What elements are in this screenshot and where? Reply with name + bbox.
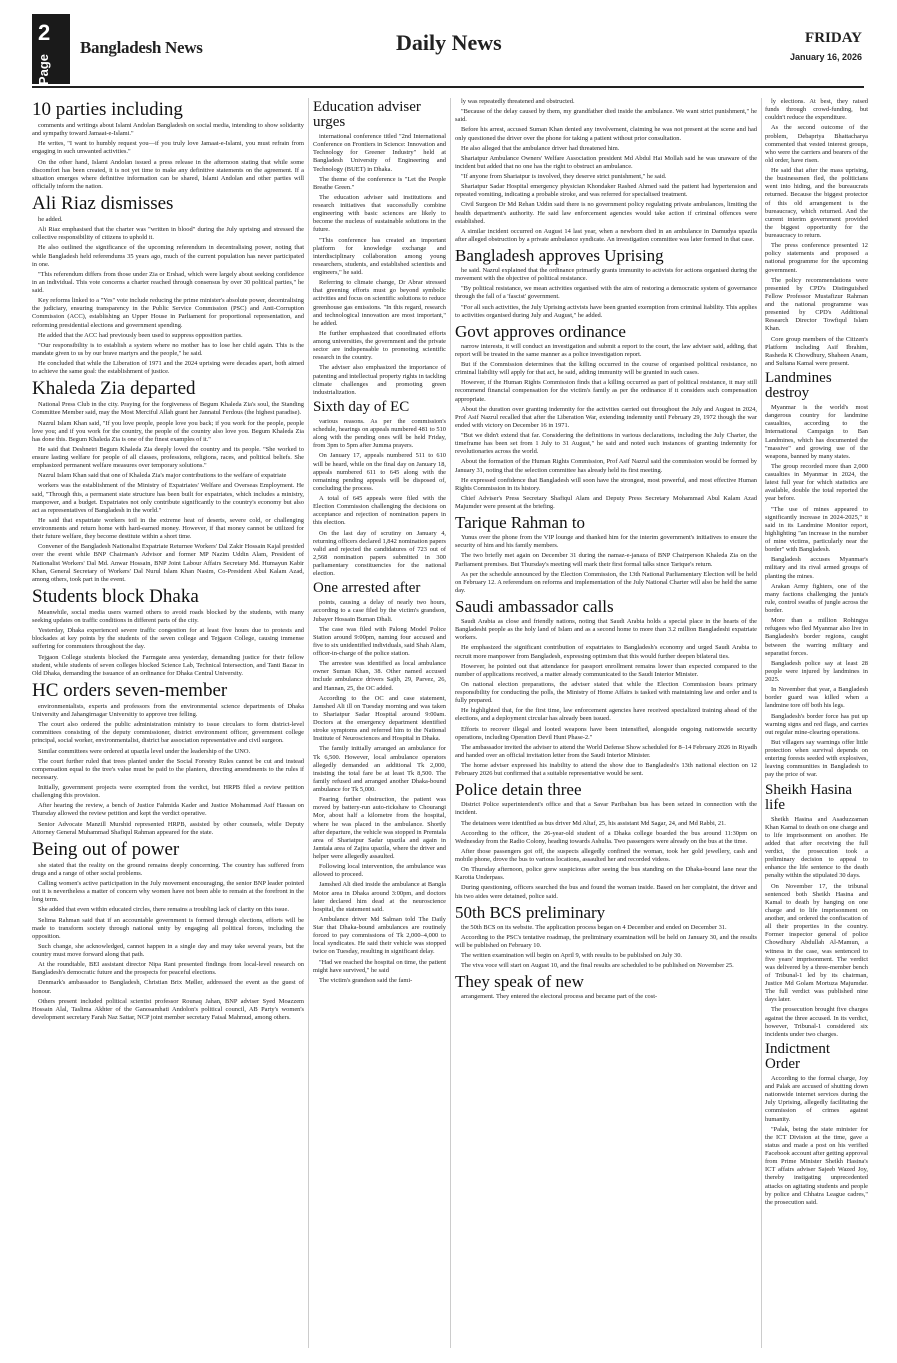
article-paragraph: Others present included political scientist professor Rounaq Jahan, BNP adviser Syed Moazzem Hossain Alal, Taslima Akhter of the Ganosamhati Andolon's political council, AB Party's women's development secretary Farah Naz Sattar, NCP joint member secretary Faisal Mahmud, among others.: [32, 997, 304, 1021]
article-paragraph: The detainees were identified as bus driver Md Altaf, 25, his assistant Md Sagar, 24, and Md Rabbi, 21.: [461, 819, 726, 827]
article-paragraph: "By political resistance, we mean activities organised with the aim of restoring a democratic system of governance through the fall of a 'fascist' government.: [455, 285, 757, 301]
article-paragraph: Key reforms linked to a "Yes" vote include reducing the prime minister's absolute power, decentralising the judiciary, ensuring transparency in the Public Service Commission (PSC) and Anti-Corruption Commission (ACC), establishing an Upper House in Parliament for proportional representation, and reforming presidential elections and government spending.: [32, 297, 304, 329]
article-paragraph: The two briefly met again on December 31 during the namaz-e-janaza of BNP Chairperson Khaleda Zia on the Parliament premises. But Thursday's meeting will mark their first formal talks since Tarique's return.: [455, 552, 757, 568]
article-paragraph: But if the Commission determines that the killing occurred in the course of organised political resistance, no criminal liability will apply for that act, he said, adding immunity will be granted in such cases.: [455, 361, 757, 377]
article: [32, 379, 304, 584]
article-paragraph: The ambassador invited the adviser to attend the World Defense Show scheduled for 8–14 February 2026 in Riyadh and handed over an official invitation letter from the Saudi Interior Minister.: [455, 743, 757, 759]
article-paragraph: The group recorded more than 2,000 casualties in Myanmar in 2024, the latest full year for which statistics are available, double the total reported the year before.: [765, 462, 868, 503]
article-headline: Students block Dhaka: [32, 585, 199, 607]
article-paragraph: Ali Riaz emphasised that the charter was "written in blood" during the July uprising and stressed the collective responsibility of citizens to uphold it.: [32, 226, 304, 242]
article-paragraph: The written examination will begin on April 9, with results to be published on July 30.: [461, 952, 682, 959]
article-paragraph: Efforts to recover illegal and looted weapons have been intensified, alongside ongoing nationwide security operations, including Operation Devil Hunt Phase-2.": [455, 725, 757, 741]
article-paragraph: "Our responsibility is to establish a system where no mother has to lose her child again. This is the mandate given to us by our brave martyrs and the people," he said.: [32, 341, 304, 357]
article-paragraph: In November that year, a Bangladesh border guard was killed when a landmine tore off both his legs.: [765, 686, 868, 710]
article-paragraph: Bangladesh accuses Myanmar's military and its rival armed groups of planting the mines.: [765, 556, 868, 580]
article-paragraph: Nazrul Islam Khan said, "If you love people, people love you back; if you work for the people, people love you; and if you work for the country, the people of the country also love you. Begum Khaleda Zia has done this. Begum Khaleda Zia is one of the finest examples of it.": [32, 419, 304, 443]
article-paragraph: The home adviser expressed his inability to attend the show due to Bangladesh's 13th national election on 12 February 2026 but confirmed that a suitable representative would be sent.: [455, 762, 757, 778]
article: [313, 581, 446, 985]
page-tab: [32, 14, 70, 84]
column-4: [765, 98, 868, 1348]
article-paragraph: Bangladesh's border force has put up warning signs and red flags, and carries out regular mine-clearing operations.: [765, 712, 868, 736]
article-headline: Ali Riaz dismisses: [32, 193, 174, 214]
article-paragraph: "The use of mines appeared to significantly increase in 2024-2025," it said in its Landmine Monitor report, highlighting "an increase in the number of mine victims, particularly near the border" with Bangladesh.: [765, 505, 868, 554]
article-paragraph: According to the formal charge, Joy and Palak are accused of shutting down nationwide internet services during the July Uprising, allegedly facilitating the commission of crimes against humanity.: [765, 1074, 868, 1123]
article-paragraph: Selima Rahman said that if an accountable government is formed through elections, efforts will be made to transform society through national unity by engaging all political forces, including the opposition.: [32, 916, 304, 940]
article-paragraph: The adviser also emphasized the importance of patenting and intellectual property rights in tackling climate challenges and promoting green industrialization.: [313, 364, 446, 396]
article-paragraph: The theme of the conference is "Let the People Breathe Green.": [313, 175, 446, 191]
article-headline: Police detain three: [455, 780, 582, 800]
article: [313, 400, 446, 578]
article-paragraph: The education adviser said institutions and research initiatives that successfully combine engineering with basic sciences are likely to become the nucleus of sustainable solutions in the future.: [313, 193, 446, 234]
article-headline: One arrested after: [313, 580, 421, 597]
section-title: Daily News: [396, 30, 502, 55]
article: [765, 1042, 868, 1207]
article-paragraph: The case was filed with Palong Model Police Station around 9:00pm, naming four accused and five to six unidentified individuals, said Shah Alam, officer-in-charge of the police station.: [313, 625, 446, 657]
article-paragraph: Arakan Army fighters, one of the many factions challenging the junta's rule, control swaths of jungle across the border.: [765, 582, 868, 614]
article-paragraph: Civil Surgeon Dr Md Rehan Uddin said there is no government policy regulating private ambulances, limiting the health department's authority. He said law enforcement agencies would take action if criminal offences were established.: [455, 201, 757, 225]
article-paragraph: she stated that the reality on the ground remains deeply concerning. The country has suffered from drugs and a range of other social problems.: [32, 861, 304, 877]
article-paragraph: arrangement. They entered the electoral process and became part of the cost-: [461, 993, 658, 1001]
article-paragraph: "Because of the delay caused by them, my grandfather died inside the ambulance. We want strict punishment," he said.: [455, 108, 757, 124]
article-paragraph: According to the PSC's tentative roadmap, the preliminary examination will be held on January 30, and the results will be published on February 10.: [455, 933, 757, 949]
article-paragraph: He said that after the mass uprising, the businessmen fled, the politicians went into hiding, and the bureaucrats returned. Because the biggest protector of this old arrangement is the bureaucracy, which returned. And the current interim government provided the biggest opportunity for the bureaucracy to return.: [765, 167, 868, 239]
article-paragraph: A total of 645 appeals were filed with the Election Commission challenging the decisions on acceptance and rejection of nomination papers in this election.: [313, 495, 446, 527]
article-paragraph: As per the schedule announced by the Election Commission, the 13th National Parliamentary Election will be held on February 12. A referendum on reforms and implementation of the July National Charter will also be held the same day.: [455, 570, 757, 594]
article-paragraph: He said that Deshnetri Begum Khaleda Zia deeply loved the country and its people. "She worked to ensure lasting welfare for people of all classes, professions, religions, races, and political beliefs. She emphasized permanent welfare measures over temporary solutions.": [32, 445, 304, 470]
article-paragraph: The arrestee was identified as local ambulance owner Suman Khan, 38. Other named accused include ambulance drivers Sajib, 29, Parvez, 26, and Hannan, 25, the OC added.: [313, 660, 446, 692]
article-paragraph: Convener of the Bangladesh Nationalist Expatriate Returnee Workers' Dal Zakir Hossain Kajal presided over the event while BNP Chairman's Advisor and former MP Nazim Uddin Alam, President of Nationalist Workers' Dal Md. Anwar Hossain, BNP Joint Labour Affairs Secretary Md. Humayun Kabir Khan, General Secretary of Workers' Dal Nurul Islam Khan Nasim, Co-President Abul Kalam Azad, among others, took part in the event.: [32, 543, 304, 583]
article-paragraph: He highlighted that, for the first time, law enforcement agencies have received specialized training ahead of the elections, and a deployment circular has already been issued.: [455, 707, 757, 723]
article-paragraph: The court also ordered the public administration ministry to issue circulars to form district-level committees consisting of the deputy commissioner, district environment officer, government college principal, social worker, environmentalist, district bar association representative and civil surgeon.: [32, 721, 304, 745]
column-3: [455, 98, 757, 1348]
article-paragraph: Shariatpur Sadar Hospital emergency physician Khondaker Rashed Ahmed said the patient had hypertension and repeated vomiting, indicating a probable stroke, and was referred for specialised treatment.: [455, 183, 757, 199]
article-paragraph: Yesterday, Dhaka experienced severe traffic congestion for at least five hours due to protests and blockades at key points by the students of the seven college and Tejgaon College, causing immense suffering for commuters throughout the day.: [32, 627, 304, 651]
article: [455, 247, 757, 320]
article-paragraph: various reasons. As per the commission's schedule, hearings on appeals numbered 481 to 510 along with the pending ones will be held Friday, from 3pm to 5pm after Jumma prayers.: [313, 417, 446, 450]
article: [455, 904, 757, 971]
article-headline: Tarique Rahman to: [455, 513, 586, 533]
column-divider: [761, 98, 762, 1348]
article-paragraph: The policy recommendations were presented by CPD's Distinguished Fellow Professor Mustafizur Rahman and the national programme was presented by CPD's Additional Research Director Towfiqul Islam Khan.: [765, 276, 868, 333]
article-paragraph: Core group members of the Citizen's Platform including Asif Ibrahim, Rasheda K Chowdhury, Shaheen Anam, and Sultana Kamal were present.: [765, 335, 868, 367]
article-paragraph: Jamshed Ali died inside the ambulance at Bangla Motor area in Dhaka around 3:00pm, and doctors later declared him dead at the neuroscience hospital, the statement said.: [313, 881, 446, 913]
article-paragraph: He writes, "I want to humbly request you—if you truly love Jamaat-e-Islami, you must refrain from engaging in such unwanted activities.": [32, 140, 304, 156]
article-paragraph: Bangladesh police say at least 28 people were injured by landmines in 2025.: [765, 659, 868, 683]
article-paragraph: international conference titled "2nd International Conference on Frontiers in Science: Innovation and Technology for Greener Industry" held at Bangladesh University of Engineering and Technology (BUET) in Dhaka.: [313, 133, 446, 173]
article-paragraph: Yunus over the phone from the VIP lounge and thanked him for the interim government's initiatives to ensure the security of him and his family members.: [455, 534, 757, 550]
article-paragraph: Such change, she acknowledged, cannot happen in a single day and may take several years, but the country must move forward along that path.: [32, 942, 304, 958]
article-paragraph: The prosecution brought five charges against the three accused. In its verdict, however, Tribunal-1 considered six incidents under two charges.: [765, 1006, 868, 1038]
article-paragraph: On January 17, appeals numbered 511 to 610 will be heard, while on the final day on January 18, appeals numbered 611 to 645 along with the remaining pending appeals will be disposed of, concluding the process.: [313, 452, 446, 492]
page-label: Page: [36, 54, 51, 86]
article-paragraph: He expressed confidence that Bangladesh will soon have the strongest, most powerful, and most effective Human Rights Commission in its history.: [455, 476, 757, 492]
article-paragraph: Referring to climate change, Dr Abrar stressed that greening efforts must go beyond symbolic activities and focus on scientific solutions to reduce greenhouse gas emissions. "In this regard, research and technological innovation are most important," he added.: [313, 279, 446, 327]
article-headline: Sheikh Hasina life: [765, 781, 853, 813]
article-paragraph: comments and writings about Islami Andolan Bangladesh on social media, intending to show solidarity and sympathy toward Jamaat-e-Islami.": [32, 122, 304, 138]
article-paragraph: Denmark's ambassador to Bangladesh, Christian Brix Møller, addressed the event as the guest of honour.: [32, 979, 304, 995]
article-paragraph: He said that expatriate workers toil in the extreme heat of deserts, severe cold, or challenging environments and return home with hard-earned money. However, if that money cannot be utilized for their future welfare, they become destitute within a short time.: [32, 516, 304, 541]
article-paragraph: "If anyone from Shariatpur is involved, they deserve strict punishment," he said.: [461, 173, 667, 180]
article-paragraph: workers was the establishment of the Ministry of Expatriates' Welfare and Overseas Employment. He said, "Through this, a permanent state structure has been built for expatriates, which includes a ministry, manpower, and a budget. Expatriates not only contribute significantly to the country's economy but also act as representatives of Bangladesh in the world.": [32, 482, 304, 514]
article-paragraph: narrow interests, it will conduct an investigation and submit a report to the court, the law adviser said, adding, that report will be treated in the same manner as a police investigation report.: [455, 342, 757, 358]
article-paragraph: ly elections. At best, they raised funds through crowd-funding, but couldn't reduce the expenditure.: [765, 98, 868, 122]
article-paragraph: Initially, government projects were exempted from the verdict, but HRPB filed a review petition challenging this provision.: [32, 784, 304, 800]
article-headline: Sixth day of EC: [313, 398, 410, 415]
article-headline: Landmines destroy: [765, 370, 832, 401]
article: [765, 783, 868, 1039]
article-paragraph: As the second outcome of the problem, Debapriya Bhattacharya commented that vested interest groups, who were the carriers and bearers of the old order, have risen.: [765, 124, 868, 164]
page-number: 2: [38, 20, 51, 45]
article-paragraph: National Press Club in the city. Praying for the forgiveness of Begum Khaleda Zia's soul, the Standing Committee Member said, may the Most Merciful Allah grant her Jannatul Ferdous (the highest paradise).: [32, 401, 304, 417]
article-headline: HC orders seven-member: [32, 679, 228, 701]
article: [32, 194, 304, 376]
article-paragraph: Similar committees were ordered at upazila level under the leadership of the UNO.: [38, 747, 251, 755]
article-paragraph: During questioning, officers searched the bus and found the woman inside. Based on her complaint, the driver and his two aides were detained, police said.: [455, 884, 757, 900]
article-headline: 10 parties including: [32, 99, 183, 120]
article-paragraph: "This conference has created an important platform for knowledge exchange and interdisciplinary collaboration among young researchers, students, and established scientists and engineers," he said.: [313, 236, 446, 276]
article-paragraph: According to the officer, the 26-year-old student of a Dhaka college boarded the bus around 11:30pm on Wednesday from the Radio Colony, heading towards Ashulia. Two passengers were already on the bus at the time.: [455, 829, 757, 845]
article-paragraph: Myanmar is the world's most dangerous country for landmine casualties, according to the International Campaign to Ban Landmines, which has documented the "massive" and growing use of the weapons, banned by many states.: [765, 404, 868, 460]
article-paragraph: On November 17, the tribunal sentenced both Sheikh Hasina and Kamal to death by hanging on one charge and to life imprisonment on another, and ordered the confiscation of all their properties in the country. Former inspector general of police Chowdhury Abdullah Al-Mamun, a witness in the case, was sentenced to five years' imprisonment. The verdict was delivered by a three-member bench of Tribunal-1 led by its chairman, Justice Md Golam Mortuza Majumdar. The full verdict was published nine days later.: [765, 882, 868, 1004]
article-headline: 50th BCS preliminary: [455, 902, 606, 922]
article-paragraph: Following local intervention, the ambulance was allowed to proceed.: [313, 863, 446, 879]
article-paragraph: Chief Adviser's Press Secretary Shafiqul Alam and Deputy Press Secretary Mohammad Abul Kalam Azad Majumder were present at the briefing.: [455, 494, 757, 510]
article-paragraph: However, if the Human Rights Commission finds that a killing occurred as part of political resistance, it may still recommend financial compensation for the victim's family as per the ordinance if it considers such compensation appropriate.: [455, 379, 757, 403]
article-paragraph: The court further ruled that trees planted under the Social Forestry Rules cannot be cut and instead compensation equal to the tree's value must be paid to the planters, directing amendments to the rules if necessary.: [32, 757, 304, 781]
masthead-rule: [32, 86, 864, 88]
article-headline: Khaleda Zia departed: [32, 378, 196, 400]
article-paragraph: Sheikh Hasina and Asaduzzaman Khan Kamal to death on one charge and to life imprisonment on another. He added that after receiving the full verdict, the prosecution took a preliminary decision to appeal to enhance the life sentence to the death penalty within the stipulated 30 days.: [765, 815, 868, 880]
article-paragraph: On the last day of scrutiny on January 4, returning officers declared 1,842 nomination papers valid and rejected the candidatures of 723 out of 2,568 nomination papers submitted in 300 parliamentary constituencies for the national election.: [313, 529, 446, 578]
article-paragraph: District Police superintendent's office and that a Savar Paribahan bus has been seized in connection with the incident.: [455, 801, 757, 817]
article: [32, 100, 304, 191]
article: [455, 973, 757, 1001]
article: [32, 587, 304, 678]
article-paragraph: A similar incident occurred on August 14 last year, when a newborn died in an ambulance in Damudya upazila after alleged obstruction by a private ambulance syndicate. An investigation committee was later formed in that case.: [455, 227, 757, 243]
article: [313, 100, 446, 397]
article-paragraph: According to the OC and case statement, Jamshed Ali ill on Tuesday morning and was taken to Shariatpur Sadar Hospital around 9:00am. Doctors at the emergency department identified stroke symptoms and referred him to the National Institute of Neurosciences and Hospital in Dhaka.: [313, 694, 446, 743]
article-paragraph: Tejgaon College students blocked the Farmgate area yesterday, demanding justice for their fellow student, while students of seven colleges blocked Science Lab, Technical Intersection, and Tanti Bazar in Old Dhaka, demanding the issuance of an ordinance for Dhaka Central University.: [32, 653, 304, 677]
article-paragraph: On national election preparations, the adviser stated that while the Election Commission bears primary responsibility for conducting the polls, the Ministry of Home Affairs is tasked with maintaining law and order and is fully prepared.: [455, 680, 757, 705]
article-paragraph: She added that even within educated circles, there remains a troubling lack of clarity on this issue.: [38, 906, 289, 914]
article-paragraph: the 50th BCS on its website. The application process began on 4 December and ended on December 31.: [461, 923, 727, 931]
article-headline: Indictment Order: [765, 1040, 830, 1072]
article-paragraph: Saudi Arabia as close and friendly nations, noting that Saudi Arabia holds a special place in the hearts of the Bangladeshi people as the holy land of Islam and as a second home to more than 3.2 million Bangladeshi expatriate workers.: [455, 618, 757, 642]
article-paragraph: The press conference presented 12 policy statements and proposed a national programme for the upcoming government.: [765, 242, 868, 274]
article-paragraph: The viva voce will start on August 10, and the final results are scheduled to be published on November 25.: [461, 962, 734, 970]
article-paragraph: points, causing a delay of nearly two hours, according to a case filed by the victim's grandson, Jubayer Hossain Buman Dhali.: [313, 599, 446, 623]
paper-name: Bangladesh News: [80, 38, 203, 57]
article-paragraph: After hearing the review, a bench of Justice Fahmida Kader and Justice Mohammad Asif Hassan on Thursday allowed the review petition and kept the verdict operative.: [32, 802, 304, 818]
article-paragraph: About the formation of the Human Rights Commission, Prof Asif Nazrul said the commission would be formed by January 31, noting that the selection committee has already held its first meeting.: [455, 458, 757, 474]
article-headline: Saudi ambassador calls: [455, 597, 614, 616]
article-paragraph: Meanwhile, social media users warned others to avoid roads blocked by the students, with many seeking updates on traffic conditions in different parts of the city.: [32, 608, 304, 624]
article-headline: Govt approves ordinance: [455, 321, 626, 341]
article-headline: Bangladesh approves Uprising: [455, 246, 664, 265]
article: [765, 98, 868, 368]
article-paragraph: He emphasized the significant contribution of expatriates to Bangladesh's economy and urged Saudi Arabia to recruit more manpower from Bangladesh, expressing optimism that this would further deepen bilateral ties.: [455, 644, 757, 660]
article: [32, 840, 304, 1022]
article: [455, 598, 757, 778]
article-headline: They speak of new: [455, 972, 584, 992]
column-divider: [308, 98, 309, 1348]
article-paragraph: More than a million Rohingya refugees who fled Myanmar also live in Bangladesh's border regions, caught between the warring military and separatist forces.: [765, 617, 868, 657]
article-paragraph: Nazrul Islam Khan said that one of Khaleda Zia's major contributions to the welfare of expatriate: [38, 472, 287, 480]
issue-date: January 16, 2026: [789, 52, 862, 62]
article-paragraph: Senior Advocate Manzill Murshid represented HRPB, assisted by other counsels, while Deputy Attorney General Muhammad Shafiqul Rahman appeared for the state.: [32, 820, 304, 836]
article-paragraph: "This referendum differs from those under Zia or Ershad, which were largely about seeking confidence in an individual. This vote concerns a charter reached through consensus by over 30 political parties," he said.: [32, 270, 304, 294]
article-paragraph: ly was repeatedly threatened and obstructed.: [461, 98, 575, 105]
article-paragraph: Fearing further obstruction, the patient was moved by battery-run auto-rickshaw to Chourangi Mor, about half a kilometre from the hospital, where he was placed in the ambulance. Shortly after departure, the vehicle was stopped in Premtala area of Shariatpur Sadar upazila and again in Jamtala area of Zajira upazila, where the driver and helper were allegedly assaulted.: [313, 796, 446, 860]
article: [32, 681, 304, 837]
article: [455, 781, 757, 900]
article-paragraph: Before his arrest, accused Suman Khan denied any involvement, claiming he was not present at the scene and had only questioned the driver over the phone for taking a patient without prior consultation.: [455, 126, 757, 142]
column-2: [313, 98, 446, 1348]
article-paragraph: Ambulance driver Md Salman told The Daily Star that Dhaka-bound ambulances are routinely forced to pay commissions of Tk 2,000–4,000 to local syndicates. He said their vehicle was stopped twice on Tuesday, resulting in significant delay.: [313, 915, 446, 956]
article-paragraph: However, he pointed out that attendance for passport enrollment remains lower than expected compared to the number of applications received, a matter already communicated to the Saudi Interior Minister.: [455, 662, 757, 678]
article-paragraph: He also outlined the significance of the upcoming referendum in decentralising power, noting that while Bangladesh held referendums 35 years ago, much of the current population has never participated in one.: [32, 244, 304, 268]
article-headline: Education adviser urges: [313, 99, 421, 130]
article-paragraph: he added.: [38, 216, 63, 223]
article: [455, 98, 757, 244]
masthead: [0, 0, 897, 90]
article-paragraph: Calling women's active participation in the July movement encouraging, the senior BNP leader pointed out it is nevertheless a matter of concern why women have not been able to remain at the forefront in the long term.: [32, 880, 304, 904]
article-paragraph: The family initially arranged an ambulance for Tk 6,500. However, local ambulance operators allegedly demanded an additional Tk 2,000, insisting the total fare be at least Tk 8,500. The family refused and arranged another Dhaka-bound ambulance for Tk 5,000.: [313, 745, 446, 793]
article-paragraph: But villagers say warnings offer little protection when survival depends on entering forests seeded with explosives, leaving communities in Bangladesh to pay the price of war.: [765, 738, 868, 779]
article-paragraph: About the duration over granting indemnity for the activities carried out throughout the July and August in 2024, Prof Asif Nazrul recalled that after the Liberation War, extending indemnity until February 29, 1972 though the war ended with victory on December 16 in 1971.: [455, 405, 757, 429]
article-paragraph: He further emphasized that coordinated efforts among universities, the government and the private sector are indispensable to promoting scientific research in the country.: [313, 329, 446, 362]
article-paragraph: "But we didn't extend that far. Considering the definitions in various declarations, including the July Charter, the timeframe has been set from 1 July to 31 August," he said and noted such instances of granting indemnity for revolutionaries across the world.: [455, 432, 757, 456]
article-paragraph: At the roundtable, BEI assistant director Nipa Rani presented findings from local-level research on Bangladesh's democratic future and the prospects for peaceful elections.: [32, 961, 304, 977]
article-paragraph: On the other hand, Islami Andolan issued a press release in the afternoon stating that while some discomfort has been created, it is not yet time to make any definitive statements on the agreement. If a situation emerges where definitive information can be shared, Islami Andolan and other parties will officially inform the nation.: [32, 158, 304, 190]
article-paragraph: he said. Nazrul explained that the ordinance primarily grants immunity to activists for actions organised during the movement with the objective of political resistance.: [455, 267, 757, 283]
article-paragraph: Shariatpur Ambulance Owners' Welfare Association president Md Abdul Hai Mollah said he was unaware of the incident but added that no one has the right to obstruct an ambulance.: [455, 154, 757, 170]
article-paragraph: He concluded that while the Liberation of 1971 and the 2024 uprising were decades apart, both aimed to achieve the same goal: the establishment of justice.: [32, 360, 304, 376]
column-1: [32, 98, 304, 1348]
column-divider: [450, 98, 451, 1348]
article-paragraph: "For all such activities, the July Uprising activists have been granted exemption from criminal liability. This applies to activities organised during July and August," he added.: [455, 303, 757, 319]
article: [455, 323, 757, 511]
article-paragraph: He also alleged that the ambulance driver had threatened him.: [461, 144, 620, 152]
article: [455, 514, 757, 595]
article-paragraph: environmentalists, experts and professors from the environmental science departments of Dhaka University and Jahangirnagar Universitiy to approve tree felling.: [32, 702, 304, 718]
article-paragraph: After those passengers got off, the suspects allegedly confined the woman, took her gold jewellery, cash and mobile phone, drove the bus to various locations, assaulted her and recorded videos.: [455, 847, 757, 863]
article-paragraph: The victim's grandson said the fami-: [319, 976, 413, 984]
issue-day: FRIDAY: [805, 30, 862, 46]
article-paragraph: He added that the ACC had previously been used to suppress opposition parties.: [38, 331, 243, 339]
article: [765, 371, 868, 780]
article-headline: Being out of power: [32, 838, 180, 860]
article-paragraph: "Had we reached the hospital on time, the patient might have survived," he said: [313, 958, 446, 974]
article-paragraph: On Thursday afternoon, police grew suspicious after seeing the bus standing on the Dhaka-bound lane near the Karotia Underpass.: [455, 866, 757, 882]
article-paragraph: "Palak, being the state minister for the ICT Division at the time, gave a status and made a post on his verified Facebook account after getting approval from Prime Minister Sheikh Hasina's ICT affairs adviser Sajeeb Wazed Joy, thereby instigating unprecedented attacks on agitating students and people by police and Chhatra League cadres," the prosecution said.: [765, 1125, 868, 1206]
